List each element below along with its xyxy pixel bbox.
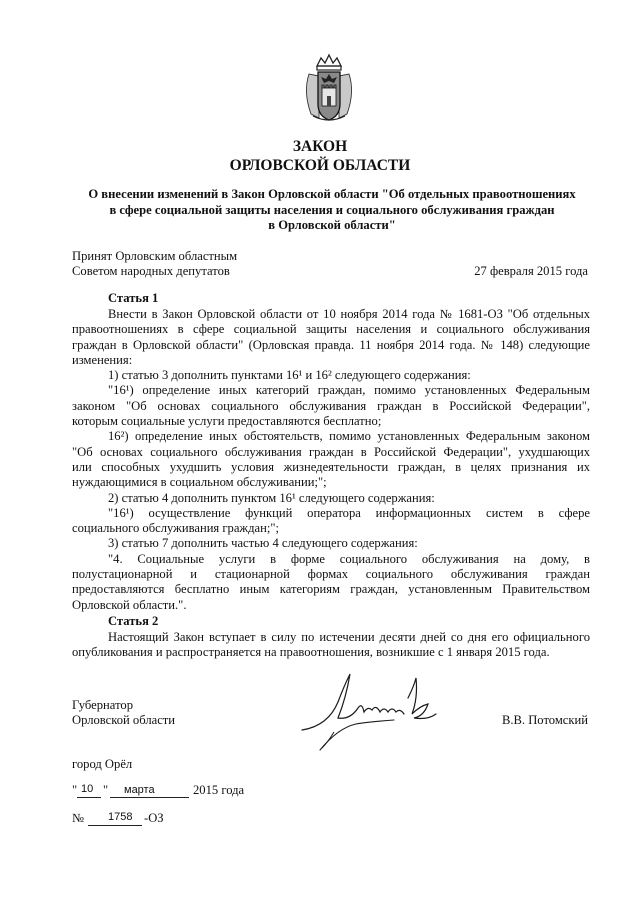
article-1-text-line: "16¹) определение иных категорий граждан, помимо установленных Федеральным (108, 383, 590, 398)
document-title: ЗАКОН (292, 138, 348, 155)
article-1-text-line: 2) статью 4 дополнить пунктом 16¹ следующего содержания: (108, 490, 435, 505)
law-number-prefix: № (72, 811, 85, 825)
coat-of-arms-emblem (299, 52, 359, 124)
date-quote-open: " (72, 783, 78, 797)
article-1-text-line: граждан в Орловской области" (Орловская правда. 11 ноября 2014 года. № 148) следующие (72, 337, 590, 352)
document-subtitle-line-2: в сфере социальной защиты населения и социального обслуживания граждан (109, 202, 555, 217)
date-day-underline (77, 797, 101, 798)
article-1-text-line: "4. Социальные услуги в форме социального обслуживания на дому, в (108, 551, 590, 566)
adoption-authority-line-1: Принят Орловским областным (72, 249, 238, 263)
signatory-name: В.В. Потомский (501, 713, 588, 727)
article-1-text-line: изменения: (72, 352, 133, 367)
article-1-text-line: Внести в Закон Орловской области от 10 ноября 2014 года № 1681-ОЗ "Об отдельных (108, 307, 590, 321)
signatory-position-line-1: Губернатор (72, 698, 133, 712)
date-day-handwritten: 10 (81, 783, 94, 795)
date-month-underline (110, 797, 189, 798)
adoption-authority-line-2: Советом народных депутатов (72, 264, 230, 278)
signatory-position-line-2: Орловской области (72, 713, 176, 727)
law-number-suffix: -ОЗ (144, 811, 164, 825)
article-1-text-line: правоотношениях в сфере социальной защиты населения и социального обслуживания (72, 322, 590, 337)
article-1-text-line: "16¹) осуществление функций оператора информационных систем в сфере (108, 505, 590, 520)
article-1-text-line: "Об основах социального обслуживания граждан в Российской Федерации", ухудшающих (72, 444, 590, 459)
article-1-text-line: социального обслуживания граждан;"; (72, 521, 279, 536)
article-1-text-line: 1) статью 3 дополнить пунктами 16¹ и 16² следующего содержания: (108, 368, 471, 383)
article-1-text-line: которым социальные услуги предоставляются бесплатно; (72, 414, 382, 429)
adoption-date: 27 февраля 2015 года (474, 264, 588, 278)
date-quote-close: " (103, 783, 109, 797)
article-2-body (72, 630, 590, 661)
article-1-text-line: 16²) определение иных обстоятельств, помимо установленных Федеральным законом (108, 429, 590, 444)
city-of-signing: город Орёл (72, 757, 133, 771)
article-1-text-line: 3) статью 7 дополнить частью 4 следующего содержания: (108, 536, 418, 551)
article-1-text-line: нуждающимися в социальном обслуживании;"; (72, 475, 327, 490)
document-subtitle-line-3: в Орловской области" (268, 218, 396, 232)
document-title-region: ОРЛОВСКОЙ ОБЛАСТИ (229, 157, 411, 174)
article-2-text-line: опубликования и распространяется на правоотношения, возникшие с 1 января 2015 года. (72, 644, 550, 659)
article-1-heading: Статья 1 (108, 291, 159, 305)
law-number-underline (88, 825, 142, 826)
article-1-text-line: предоставляются бесплатно иным категориям граждан, установленным Правительством (72, 582, 590, 597)
article-1-text-line: или способных ухудшить условия жизнедеятельности граждан, в целях признания их (72, 459, 590, 474)
handwritten-signature (298, 668, 438, 756)
article-1-text-line: полустационарной и стационарной формах социального обслуживания граждан (72, 567, 590, 582)
article-2-text-line: Настоящий Закон вступает в силу по истечении десяти дней со дня его официального (108, 629, 590, 644)
document-subtitle-line-1: О внесении изменений в Закон Орловской области "Об отдельных правоотношениях (88, 187, 576, 201)
article-1-text-line: Орловской области.". (72, 597, 187, 612)
law-number-handwritten: 1758 (108, 811, 133, 823)
article-1-body (72, 307, 590, 613)
date-month-handwritten: марта (124, 784, 155, 796)
date-year: 2015 года (193, 783, 245, 797)
article-1-text-line: законом "Об основах социального обслуживания граждан в Российской Федерации", (72, 398, 590, 413)
article-2-heading: Статья 2 (108, 614, 159, 628)
